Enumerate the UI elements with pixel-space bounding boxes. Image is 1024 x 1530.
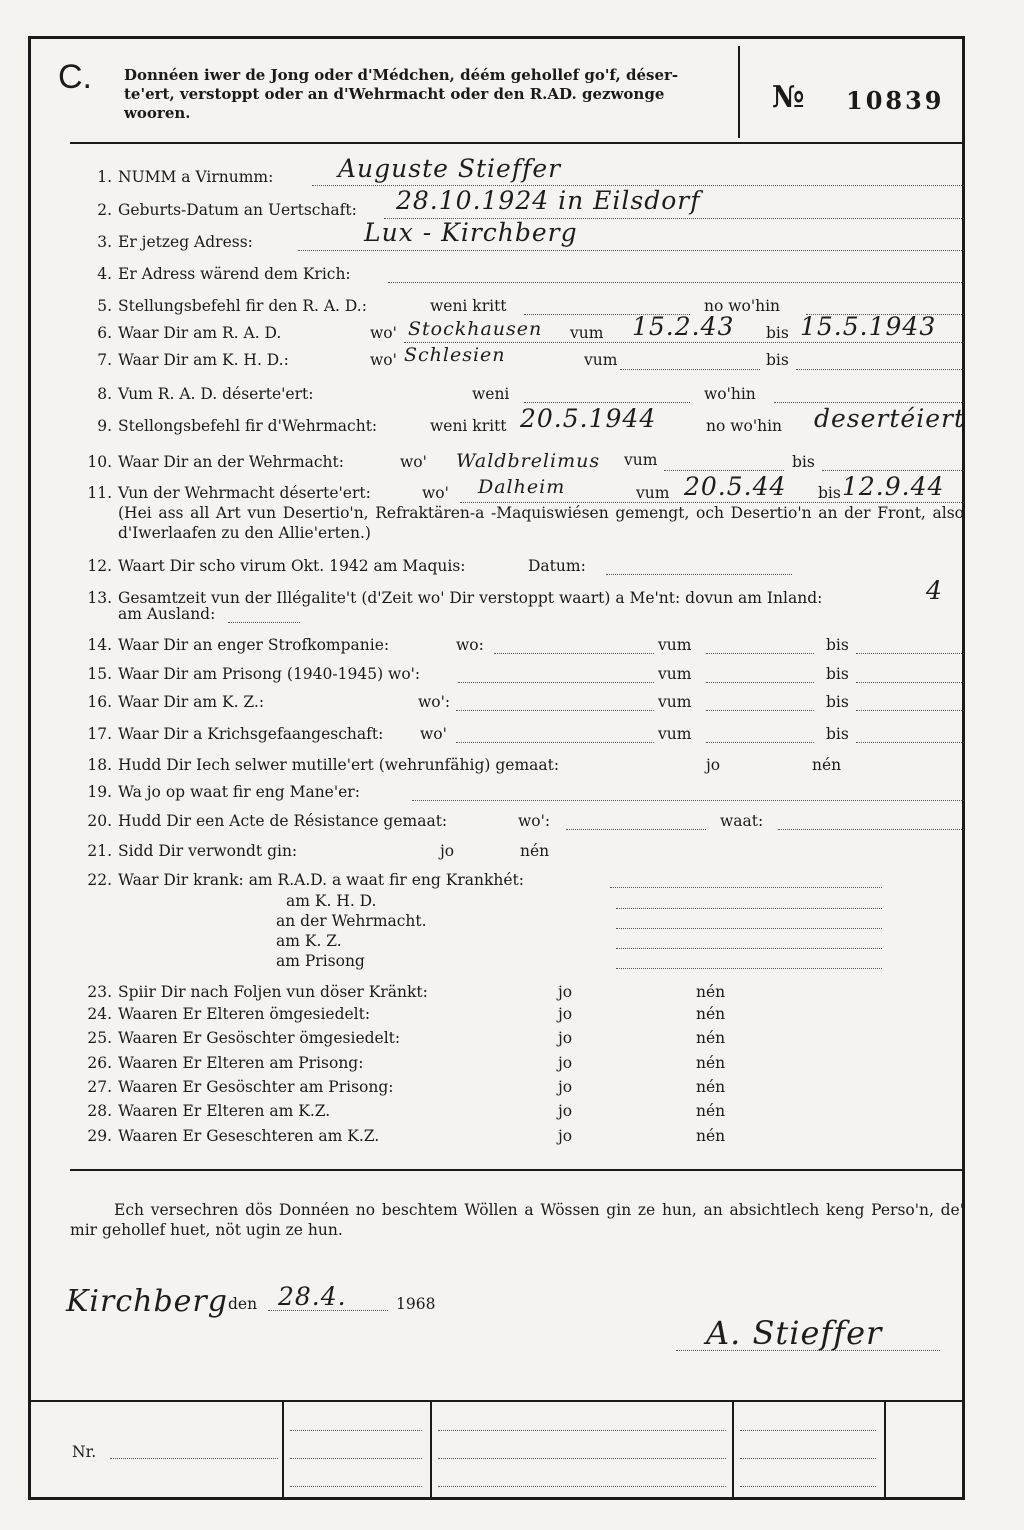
row-6: 6. Waar Dir am R. A. D. — [97, 324, 282, 342]
row-20: 20. Hudd Dir een Acte de Résistance gemaat: — [87, 812, 448, 830]
row-3: 3. Er jetzeg Adress: — [97, 233, 253, 251]
row-27: 27. Waaren Er Gesöschter am Prisong: — [87, 1078, 394, 1096]
number-sign: № — [772, 80, 805, 115]
row-24: 24. Waaren Er Elteren ömgesiedelt: — [87, 1005, 371, 1023]
row-10: 10. Waar Dir an der Wehrmacht: — [87, 453, 344, 471]
row-14: 14. Waar Dir an enger Strofkompanie: — [87, 636, 390, 654]
hw-signature: A. Stieffer — [706, 1314, 883, 1352]
row-13: 13. Gesamtzeit vun der Illégalite't (d'Zeit wo' Dir verstoppt waart) a Me'nt: dovun am Inland: — [87, 589, 823, 607]
footer-nr-label: Nr. — [72, 1443, 97, 1461]
row-8: 8. Vum R. A. D. déserte'ert: — [97, 385, 314, 403]
hw-wm-order-where: desertéiert — [814, 404, 966, 433]
row-21: 21. Sidd Dir verwondt gin: — [87, 842, 298, 860]
row-29: 29. Waaren Er Geseschteren am K.Z. — [87, 1127, 380, 1145]
hw-place: Kirchberg — [66, 1284, 228, 1319]
row-9: 9. Stellongsbefehl fir d'Wehrmacht: — [97, 417, 378, 435]
hw-rad-from: 15.2.43 — [632, 312, 735, 341]
hw-date: 28.4. — [278, 1282, 347, 1311]
declaration: Ech versechren dös Donnéen no beschtem Wöllen a Wössen gin ze hun, an absichtlech keng Perso'n, de' mir gehollef huet, nöt ugin ze hun. — [70, 1201, 964, 1239]
hw-name: Auguste Stieffer — [338, 154, 562, 183]
row-16: 16. Waar Dir am K. Z.: — [87, 693, 265, 711]
hw-inland-months: 4 — [926, 576, 943, 605]
row-22: 22. Waar Dir krank: am R.A.D. a waat fir eng Krankhét: — [87, 871, 524, 889]
hw-address: Lux - Kirchberg — [364, 218, 578, 247]
row-26: 26. Waaren Er Elteren am Prisong: — [87, 1054, 364, 1072]
row-15: 15. Waar Dir am Prisong (1940-1945) wo': — [87, 665, 421, 683]
row-label: NUMM a Virnumm: — [118, 168, 274, 186]
hw-rad-to: 15.5.1943 — [800, 312, 937, 341]
row-11: 11. Vun der Wehrmacht déserte'ert: — [87, 484, 371, 502]
hw-desert-where: Dalheim — [478, 476, 566, 498]
row-7: 7. Waar Dir am K. H. D.: — [97, 351, 289, 369]
hw-khd-where: Schlesien — [404, 344, 506, 366]
hw-wm-where: Waldbrelimus — [456, 450, 601, 472]
form-title: Donnéen iwer de Jong oder d'Médchen, déém gehollef go'f, déser-te'ert, verstoppt oder an d'Wehrmacht oder den R.AD. gezwonge wooren. — [124, 66, 679, 122]
form-number: 10839 — [846, 86, 945, 115]
row-25: 25. Waaren Er Gesöschter ömgesiedelt: — [87, 1029, 401, 1047]
row-12: 12. Waart Dir scho virum Okt. 1942 am Maquis: — [87, 557, 466, 575]
row-17: 17. Waar Dir a Krichsgefaangeschaft: — [87, 725, 384, 743]
section-rule — [70, 1169, 962, 1171]
section-letter: C. — [58, 58, 92, 96]
hw-birth: 28.10.1924 in Eilsdorf — [396, 186, 701, 215]
row-28: 28. Waaren Er Elteren am K.Z. — [87, 1102, 331, 1120]
row-23: 23. Spiir Dir nach Foljen vun döser Kränkt: — [87, 983, 428, 1001]
row-4: 4. Er Adress wärend dem Krich: — [97, 265, 351, 283]
footer-rule — [28, 1400, 965, 1402]
row-18: 18. Hudd Dir Iech selwer mutille'ert (wehrunfähig) gemaat: — [87, 756, 560, 774]
header-divider — [738, 46, 740, 138]
row-1: 1. NUMM a Virnumm: — [97, 168, 274, 186]
row-5: 5. Stellungsbefehl fir den R. A. D.: — [97, 297, 367, 315]
row-19: 19. Wa jo op waat fir eng Mane'er: — [87, 783, 360, 801]
hw-desert-from: 20.5.44 — [684, 472, 787, 501]
hw-desert-to: 12.9.44 — [842, 472, 945, 501]
row-11-note: (Hei ass all Art vun Desertio'n, Refraktären-a -Maquiswiésen gemengt, och Desertio'n an der Front, also d'Iwerlaafen zu den Allie'erten.) — [118, 504, 964, 542]
hw-rad-where: Stockhausen — [408, 318, 543, 340]
header-rule — [70, 142, 962, 144]
hw-wm-order-date: 20.5.1944 — [520, 404, 657, 433]
row-2: 2. Geburts-Datum an Uertschaft: — [97, 201, 357, 219]
